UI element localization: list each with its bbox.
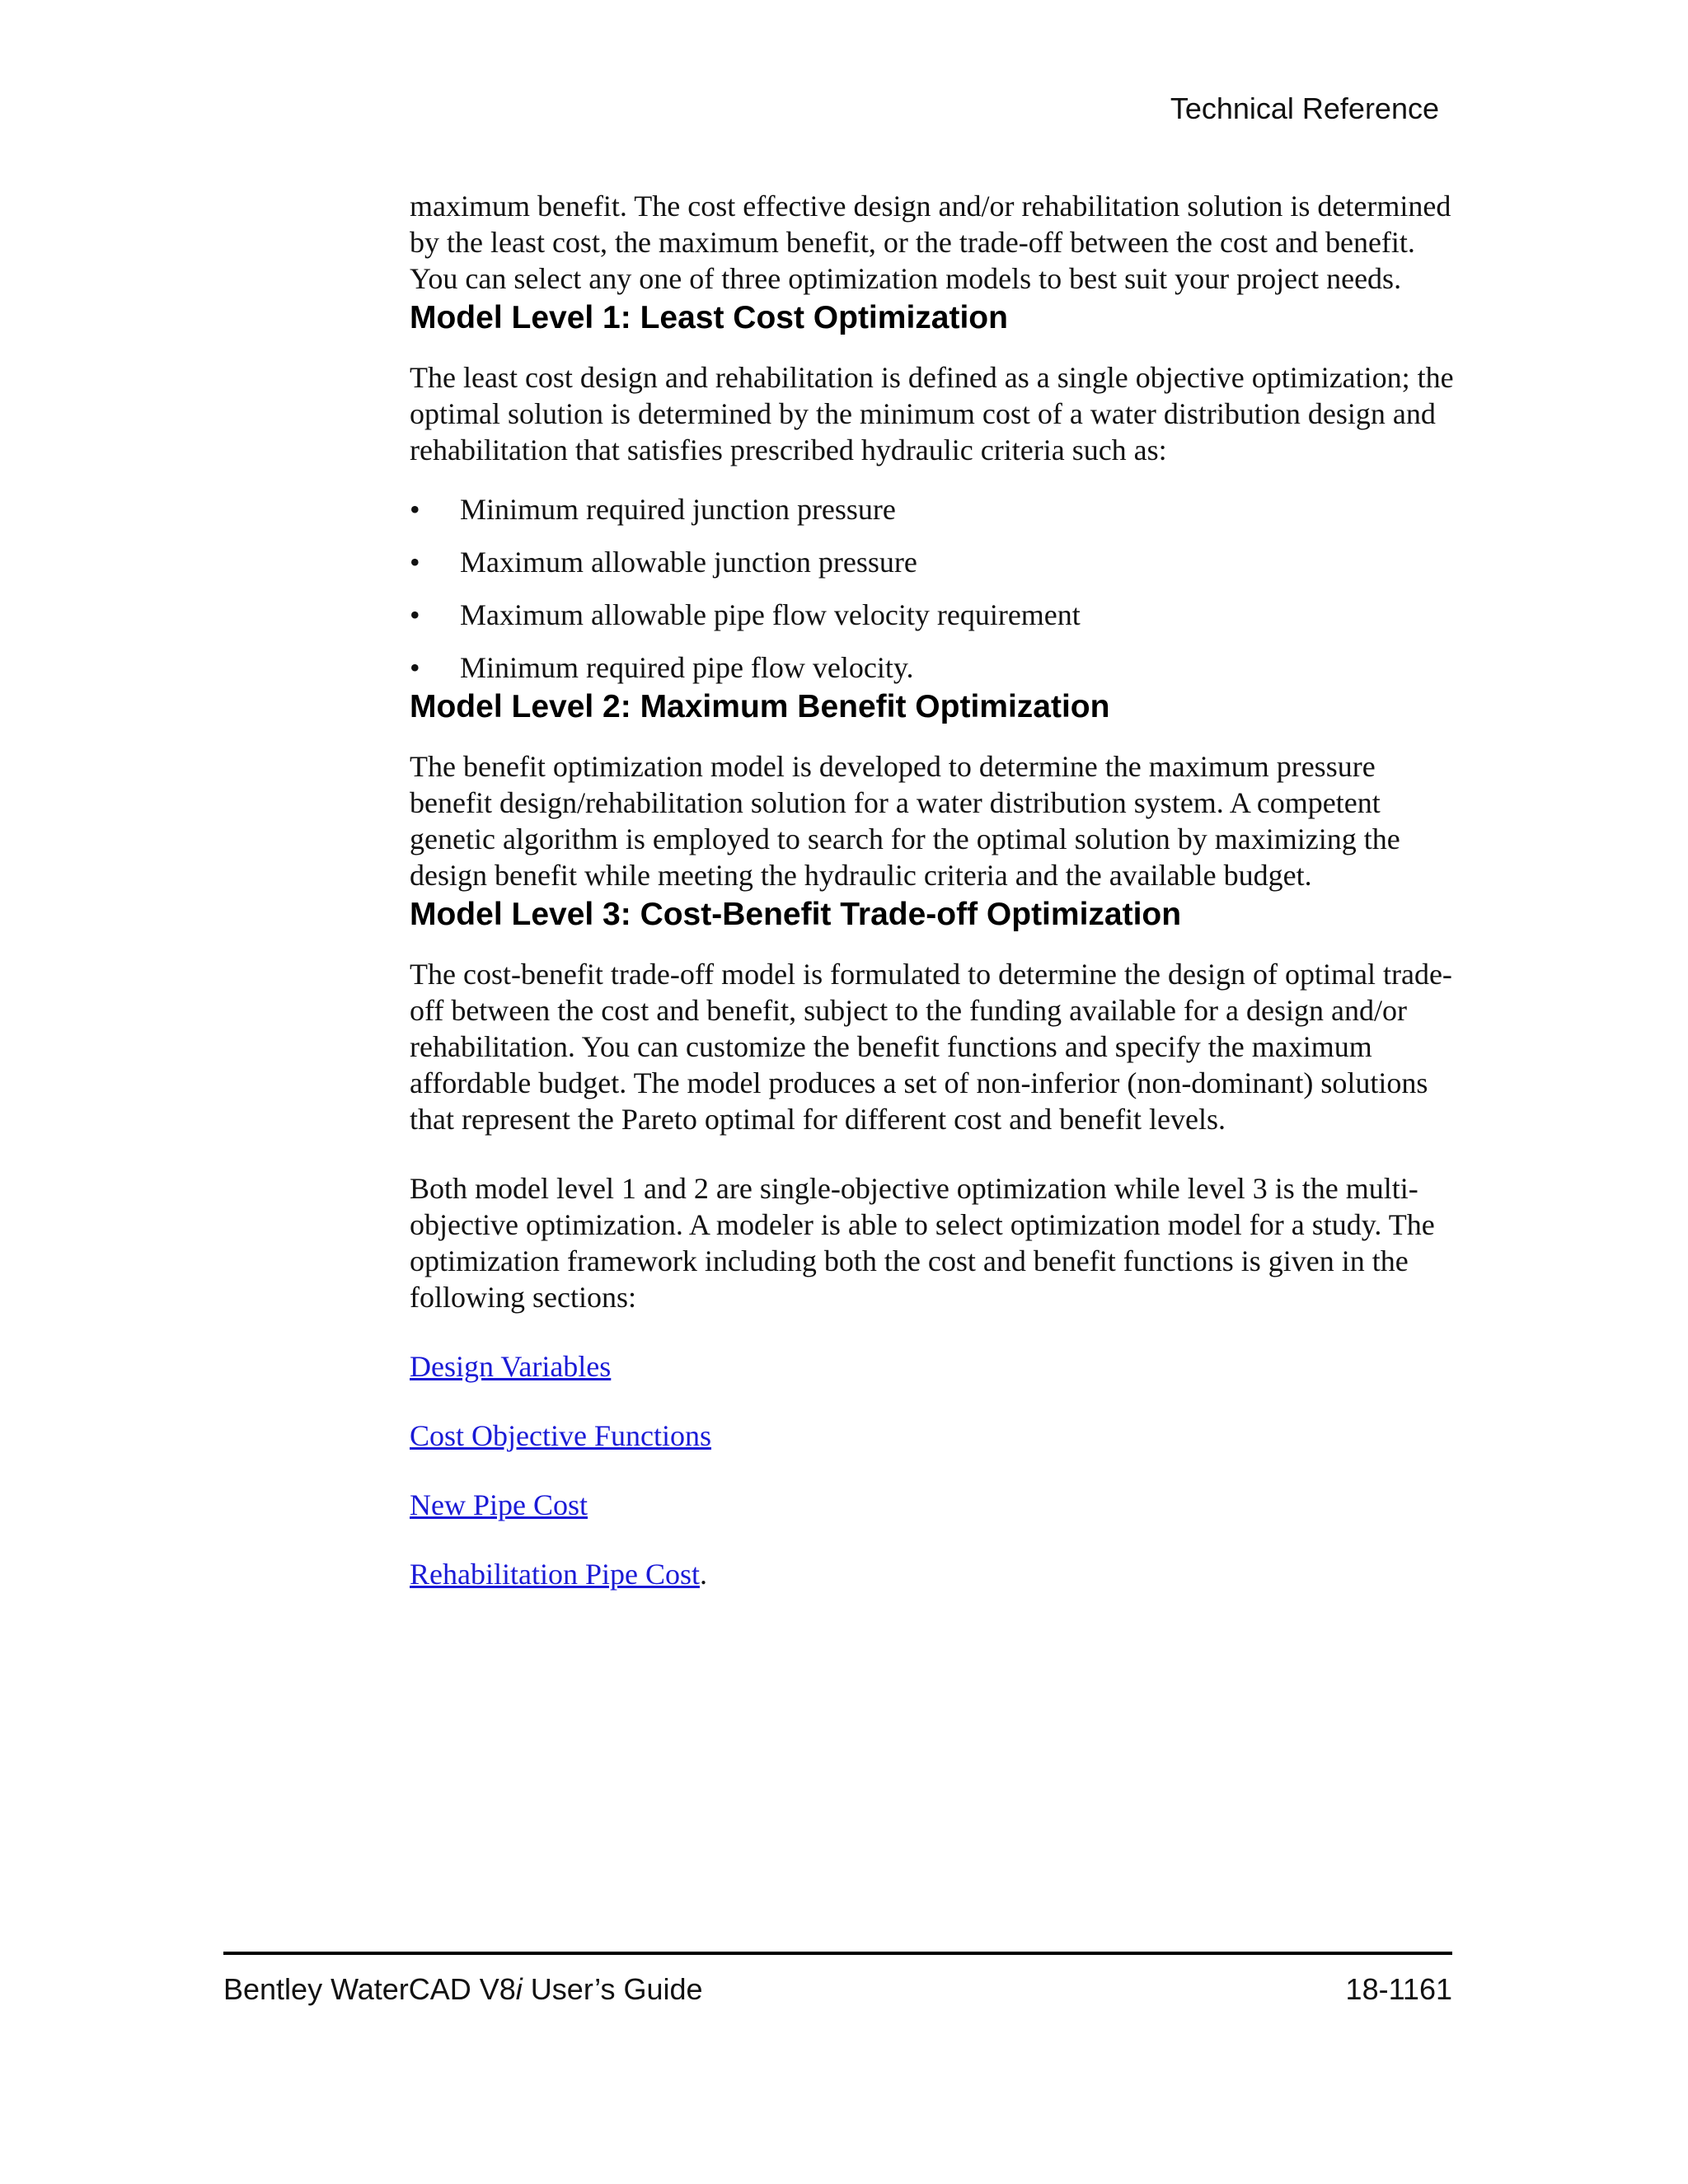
- criteria-list: [410, 491, 1456, 686]
- bullet-icon: •: [410, 598, 420, 631]
- link-new-pipe-cost[interactable]: New Pipe Cost: [410, 1488, 588, 1521]
- bullet-icon: •: [410, 493, 420, 526]
- page-number: 18-1161: [1345, 1972, 1452, 2006]
- page-content: [410, 188, 1456, 1592]
- link-row-rehabilitation-pipe-cost: [410, 1556, 1456, 1592]
- list-item: [410, 544, 1456, 580]
- footer-divider: [223, 1952, 1452, 1955]
- list-item-text: Minimum required pipe flow velocity.: [460, 651, 914, 684]
- link-rehabilitation-pipe-cost[interactable]: Rehabilitation Pipe Cost: [410, 1558, 700, 1591]
- link-row-cost-objective-functions: [410, 1418, 1456, 1454]
- level3-paragraph: The cost-benefit trade-off model is formulated to determine the design of optimal trade-off between the cost and benefit, subject to the funding available for a design and/or rehabilitation. You can customize the benefit functions and specify the maximum affordable budget. The model produces a set of non-inferior (non-dominant) solutions that represent the Pareto optimal for different cost and benefit levels.: [410, 958, 1452, 1136]
- heading-model-level-1: Model Level 1: Least Cost Optimization: [410, 300, 1008, 335]
- link-row-design-variables: [410, 1348, 1456, 1385]
- list-item-text: Maximum allowable pipe flow velocity requirement: [460, 598, 1081, 631]
- footer-book-title: [223, 1970, 703, 2009]
- list-item: [410, 597, 1456, 633]
- footer-title-suffix: User’s Guide: [522, 1972, 703, 2006]
- summary-paragraph: Both model level 1 and 2 are single-objective optimization while level 3 is the multi-objective optimization. A modeler is able to select optimization model for a study. The optimization framework including both the cost and benefit functions is given in the following sections:: [410, 1172, 1435, 1314]
- list-item: [410, 491, 1456, 527]
- bullet-icon: •: [410, 651, 420, 684]
- heading-model-level-3: Model Level 3: Cost-Benefit Trade-off Optimization: [410, 897, 1182, 932]
- footer-title-italic: i: [515, 1972, 523, 2006]
- footer-title-prefix: Bentley WaterCAD V8: [223, 1972, 516, 2006]
- level1-paragraph: The least cost design and rehabilitation is defined as a single objective optimization; the optimal solution is determined by the minimum cost of a water distribution design and rehabilitation that satisfies prescribed hydraulic criteria such as:: [410, 361, 1454, 466]
- list-item: [410, 649, 1456, 686]
- link-design-variables[interactable]: Design Variables: [410, 1350, 612, 1383]
- running-header: Technical Reference: [1170, 91, 1439, 125]
- link-row-new-pipe-cost: [410, 1487, 1456, 1523]
- intro-paragraph: maximum benefit. The cost effective design and/or rehabilitation solution is determined by the least cost, the maximum benefit, or the trade-off between the cost and benefit. You can select any one of three optimization models to best suit your project needs.: [410, 190, 1451, 295]
- link-cost-objective-functions[interactable]: Cost Objective Functions: [410, 1419, 711, 1452]
- list-item-text: Maximum allowable junction pressure: [460, 546, 917, 579]
- bullet-icon: •: [410, 546, 420, 579]
- heading-model-level-2: Model Level 2: Maximum Benefit Optimization: [410, 689, 1110, 724]
- list-item-text: Minimum required junction pressure: [460, 493, 896, 526]
- level2-paragraph: The benefit optimization model is developed to determine the maximum pressure benefit design/rehabilitation solution for a water distribution system. A competent genetic algorithm is employed to search for the optimal solution by maximizing the design benefit while meeting the hydraulic criteria and the available budget.: [410, 750, 1400, 892]
- link-suffix: .: [699, 1558, 707, 1591]
